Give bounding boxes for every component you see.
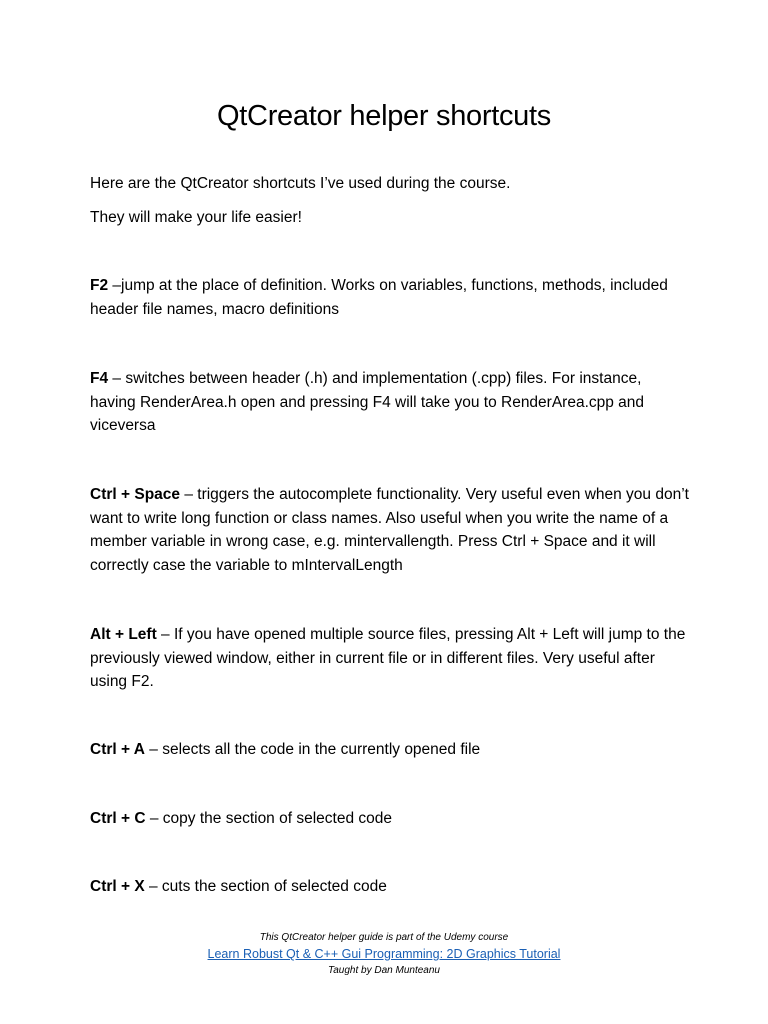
page-title: QtCreator helper shortcuts xyxy=(217,100,551,132)
shortcut-entry-f2 xyxy=(90,274,690,321)
intro-line: They will make your life easier! xyxy=(90,209,302,226)
shortcut-entry-ctrl-x xyxy=(90,875,690,899)
shortcut-description: –jump at the place of definition. Works on variables, functions, methods, included header file names, macro definitions xyxy=(90,277,668,318)
shortcut-description: – If you have opened multiple source files, pressing Alt + Left will jump to the previously viewed window, either in current file or in different files. Very useful after using F2. xyxy=(90,626,686,690)
shortcut-description: – selects all the code in the currently opened file xyxy=(144,741,481,758)
course-link[interactable]: Learn Robust Qt & C++ Gui Programming: 2D Graphics Tutorial xyxy=(207,947,561,961)
shortcut-description: – cuts the section of selected code xyxy=(144,878,387,895)
footer-author: Taught by Dan Munteanu xyxy=(328,965,440,976)
shortcut-key: Ctrl + Space xyxy=(90,486,181,503)
shortcut-description: – switches between header (.h) and implementation (.cpp) files. For instance, having RenderArea.h open and pressing F4 will take you to RenderArea.cpp and viceversa xyxy=(90,370,645,434)
shortcut-entry-ctrl-c xyxy=(90,807,690,831)
shortcut-key: F2 xyxy=(90,277,109,294)
shortcut-entry-alt-left xyxy=(90,623,690,694)
shortcut-key: F4 xyxy=(90,370,109,387)
shortcut-description: – triggers the autocomplete functionality. Very useful even when you don’t want to write long function or class names. Also useful when you write the name of a member variable in wrong case, e.g. mintervallength. Press Ctrl + Space and it will correctly case the variable to mIntervalLength xyxy=(90,486,689,574)
shortcut-entry-ctrl-space xyxy=(90,483,690,577)
shortcut-key: Ctrl + C xyxy=(90,810,146,827)
shortcut-entry-ctrl-a xyxy=(90,738,690,762)
shortcut-description: – copy the section of selected code xyxy=(145,810,392,827)
shortcut-key: Ctrl + A xyxy=(90,741,145,758)
shortcut-key: Ctrl + X xyxy=(90,878,145,895)
shortcut-entry-f4 xyxy=(90,367,690,438)
footer-note: This QtCreator helper guide is part of the Udemy course xyxy=(259,932,509,943)
shortcut-key: Alt + Left xyxy=(90,626,157,643)
intro-line: Here are the QtCreator shortcuts I’ve used during the course. xyxy=(90,175,511,192)
